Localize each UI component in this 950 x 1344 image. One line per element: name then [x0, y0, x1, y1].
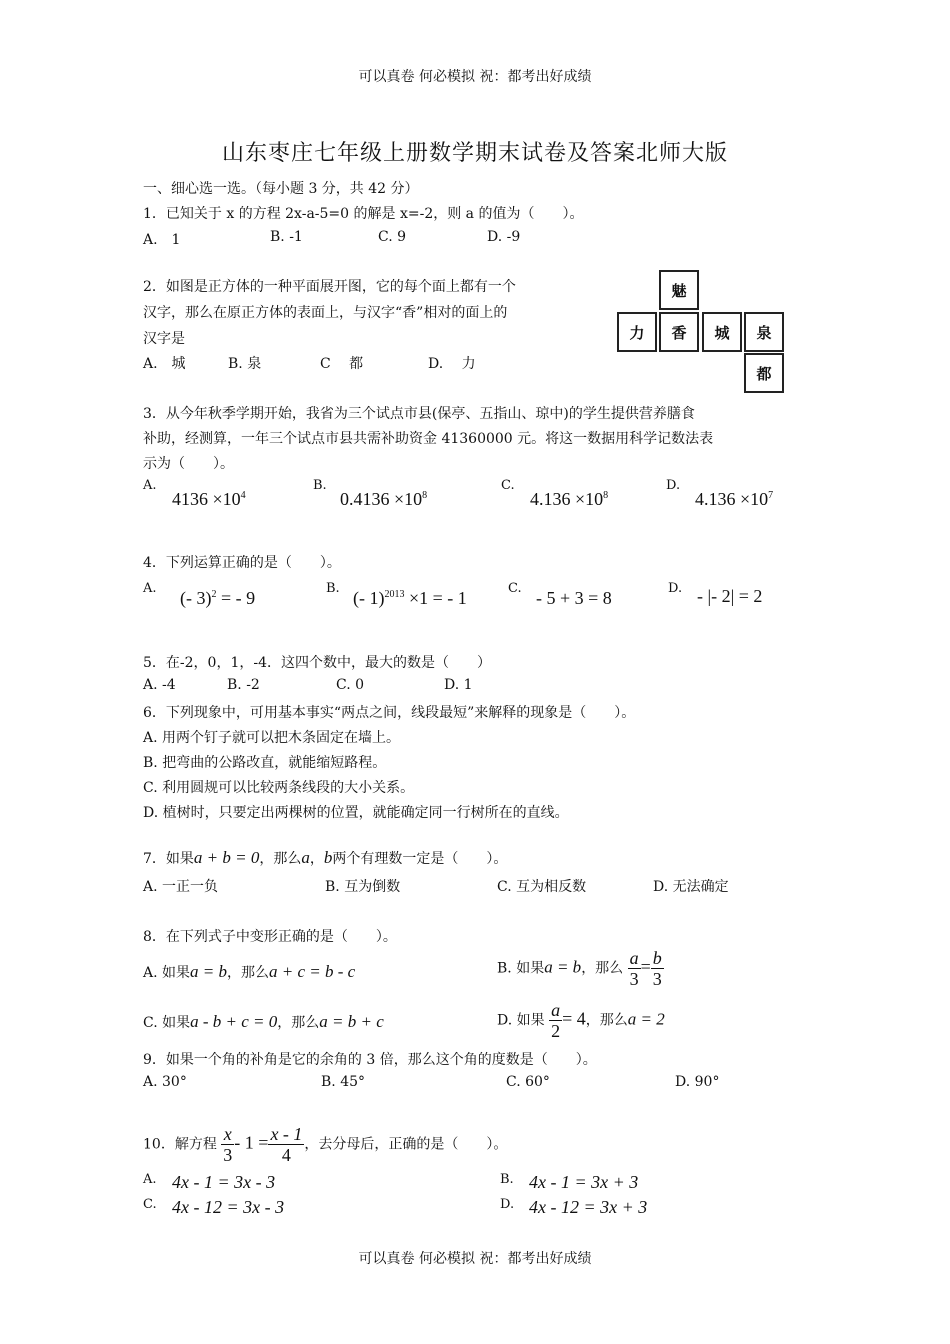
q2-option-a: A. 城 — [143, 356, 186, 372]
q3-option-a: $4136 \times 10^4$ — [172, 489, 246, 509]
q10-option-a: 4x - 1 = 3x - 3 — [172, 1172, 276, 1192]
q4-option-b: (- 1)$^{2013}$ ×1 = - 1 — [353, 588, 467, 608]
section-heading: 一、细心选一选。（每小题 3 分，共 42 分） — [143, 181, 419, 197]
q6-option-b: B. 把弯曲的公路改直，就能缩短路程。 — [143, 755, 387, 771]
q3-label-d: D. — [666, 478, 681, 493]
q7-stem: 7．如果a + b = 0，那么a，b两个有理数一定是（ ）。 — [143, 848, 508, 867]
q9-option-a: A. 30° — [143, 1074, 187, 1090]
page-footer: 可以真卷 何必模拟 祝：都考出好成绩 — [358, 1251, 592, 1267]
page-header: 可以真卷 何必模拟 祝：都考出好成绩 — [358, 69, 592, 85]
q10-stem: 10．解方程 $\frac{x}{3}$ - 1 = $\frac{x - 1}{4}$ ，去分母后，正确的是（ ）。 — [143, 1124, 508, 1165]
q6-stem: 6．下列现象中，可用基本事实“两点之间，线段最短”来解释的现象是（ ）。 — [143, 705, 636, 721]
q4-label-b: B. — [326, 581, 340, 596]
q5-option-d: D. 1 — [444, 677, 473, 693]
q8-option-d: D. 如果 $\frac{a}{2}$ = 4，那么a = 2 — [497, 1000, 665, 1041]
q9-option-b: B. 45° — [321, 1074, 366, 1090]
q10-label-c: C. — [143, 1197, 157, 1212]
net-face-row-2: 香 — [659, 312, 699, 352]
q7-option-a: A. 一正一负 — [143, 879, 219, 895]
q1-stem: 1．已知关于 x 的方程 2x-a-5=0 的解是 x=-2，则 a 的值为（ ）。 — [143, 206, 584, 222]
q8-b-frac-left: $\frac{a}{3}$ — [629, 948, 639, 989]
q4-label-c: C. — [508, 581, 522, 596]
net-face-row-1: 力 — [617, 312, 657, 352]
q5-stem: 5．在-2，0，1，-4．这四个数中，最大的数是（ ） — [143, 655, 491, 671]
net-face-row-3: 城 — [702, 312, 742, 352]
q5-option-b: B. -2 — [227, 677, 260, 693]
q3-stem-line3: 示为（ ）。 — [143, 456, 234, 472]
q6-option-c: C. 利用圆规可以比较两条线段的大小关系。 — [143, 780, 415, 796]
q3-option-d: $4.136 \times 10^7$ — [695, 489, 774, 509]
q1-option-b: B. -1 — [270, 229, 303, 245]
q3-label-c: C. — [501, 478, 515, 493]
q10-option-b: 4x - 1 = 3x + 3 — [529, 1172, 639, 1192]
q9-option-c: C. 60° — [506, 1074, 550, 1090]
q1-option-c: C. 9 — [378, 229, 407, 245]
q7-option-d: D. 无法确定 — [653, 879, 729, 895]
q4-option-d: - |- 2| = 2 — [697, 586, 763, 606]
q8-stem: 8．在下列式子中变形正确的是（ ）。 — [143, 929, 397, 945]
q10-option-d: 4x - 12 = 3x + 3 — [529, 1197, 648, 1217]
q6-option-a: A. 用两个钉子就可以把木条固定在墙上。 — [143, 730, 401, 746]
q2-stem-line3: 汉字是 — [143, 331, 185, 347]
q9-stem: 9．如果一个角的补角是它的余角的 3 倍，那么这个角的度数是（ ）。 — [143, 1052, 597, 1068]
q10-label-b: B. — [500, 1172, 514, 1187]
q5-option-a: A. -4 — [143, 677, 176, 693]
net-face-row-4: 泉 — [744, 312, 784, 352]
q8-option-b: B. 如果a = b，那么 $\frac{a}{3}$ = $\frac{b}{3}$ — [497, 948, 662, 989]
q5-option-c: C. 0 — [336, 677, 365, 693]
q4-option-a: (- 3)$^2$ = - 9 — [180, 588, 256, 608]
q1-option-a: A. 1 — [143, 232, 181, 248]
net-face-top: 魅 — [659, 270, 699, 310]
q10-frac-left: $\frac{x}{3}$ — [223, 1124, 233, 1165]
q3-label-a: A. — [143, 478, 157, 493]
q7-option-c: C. 互为相反数 — [497, 879, 587, 895]
q10-label-d: D. — [500, 1197, 515, 1212]
q2-stem-line1: 2．如图是正方体的一种平面展开图，它的每个面上都有一个 — [143, 279, 516, 295]
q10-frac-right: $\frac{x - 1}{4}$ — [270, 1124, 303, 1165]
q4-label-d: D. — [668, 581, 683, 596]
q2-stem-line2: 汉字，那么在原正方体的表面上，与汉字“香”相对的面上的 — [143, 305, 508, 321]
q2-option-d: D. 力 — [428, 356, 476, 372]
q9-option-d: D. 90° — [675, 1074, 720, 1090]
q2-option-b: B. 泉 — [228, 356, 262, 372]
q7-option-b: B. 互为倒数 — [325, 879, 401, 895]
q2-option-c: C 都 — [320, 356, 364, 372]
net-face-bottom: 都 — [744, 353, 784, 393]
q10-option-c: 4x - 12 = 3x - 3 — [172, 1197, 285, 1217]
page-title: 山东枣庄七年级上册数学期末试卷及答案北师大版 — [221, 141, 728, 166]
q10-label-a: A. — [143, 1172, 157, 1187]
q6-option-d: D. 植树时，只要定出两棵树的位置，就能确定同一行树所在的直线。 — [143, 805, 569, 821]
q3-stem-line1: 3．从今年秋季学期开始，我省为三个试点市县(保亭、五指山、琼中)的学生提供营养膳食 — [143, 406, 695, 422]
q8-option-a: A. 如果a = b，那么a + c = b - c — [143, 962, 356, 981]
q1-option-d: D. -9 — [487, 229, 521, 245]
q8-b-frac-right: $\frac{b}{3}$ — [652, 948, 662, 989]
q4-stem: 4．下列运算正确的是（ ）。 — [143, 555, 341, 571]
q8-option-c: C. 如果a - b + c = 0，那么a = b + c — [143, 1012, 384, 1031]
q3-option-c: $4.136 \times 10^8$ — [530, 489, 609, 509]
q4-option-c: - 5 + 3 = 8 — [536, 588, 612, 608]
q3-stem-line2: 补助，经测算，一年三个试点市县共需补助资金 41360000 元。将这一数据用科学记数法表 — [143, 431, 714, 447]
q3-label-b: B. — [313, 478, 327, 493]
q8-d-frac: $\frac{a}{2}$ — [551, 1000, 561, 1041]
q4-label-a: A. — [143, 581, 157, 596]
q3-option-b: $0.4136 \times 10^8$ — [340, 489, 428, 509]
